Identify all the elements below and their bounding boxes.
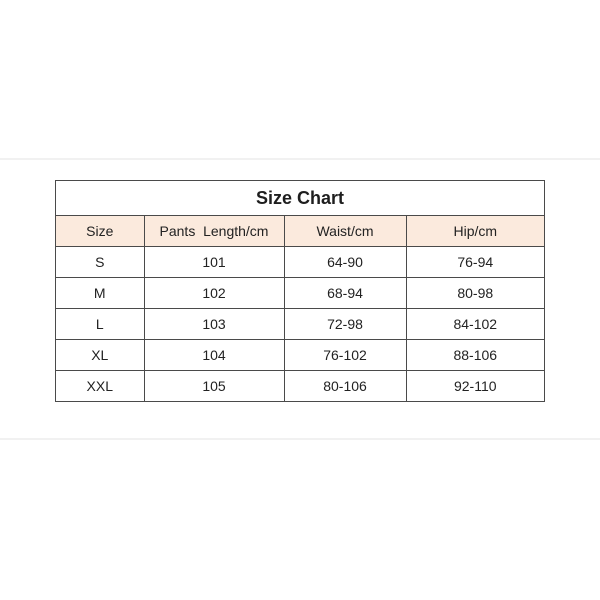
- cell-waist: 76-102: [284, 340, 406, 371]
- table-row: [56, 247, 544, 278]
- table-row: [56, 371, 544, 402]
- table-row: [56, 309, 544, 340]
- divider-bottom: [0, 438, 600, 440]
- cell-pants-length: 102: [144, 278, 284, 309]
- table-row: [56, 278, 544, 309]
- cell-waist: 64-90: [284, 247, 406, 278]
- header-hip: Hip/cm: [406, 216, 544, 247]
- table-row: [56, 340, 544, 371]
- cell-size: XXL: [56, 371, 144, 402]
- cell-hip: 76-94: [406, 247, 544, 278]
- divider-top: [0, 158, 600, 160]
- cell-pants-length: 103: [144, 309, 284, 340]
- cell-hip: 80-98: [406, 278, 544, 309]
- cell-pants-length: 101: [144, 247, 284, 278]
- cell-hip: 88-106: [406, 340, 544, 371]
- chart-title: Size Chart: [56, 181, 544, 216]
- header-waist: Waist/cm: [284, 216, 406, 247]
- cell-hip: 92-110: [406, 371, 544, 402]
- cell-pants-length: 105: [144, 371, 284, 402]
- header-pants-length: Pants Length/cm: [144, 216, 284, 247]
- header-size: Size: [56, 216, 144, 247]
- cell-waist: 80-106: [284, 371, 406, 402]
- cell-size: L: [56, 309, 144, 340]
- cell-size: M: [56, 278, 144, 309]
- cell-waist: 68-94: [284, 278, 406, 309]
- cell-size: XL: [56, 340, 144, 371]
- cell-pants-length: 104: [144, 340, 284, 371]
- size-chart: [55, 180, 545, 402]
- cell-waist: 72-98: [284, 309, 406, 340]
- cell-hip: 84-102: [406, 309, 544, 340]
- header-row: [56, 216, 544, 247]
- cell-size: S: [56, 247, 144, 278]
- size-table: [56, 216, 544, 401]
